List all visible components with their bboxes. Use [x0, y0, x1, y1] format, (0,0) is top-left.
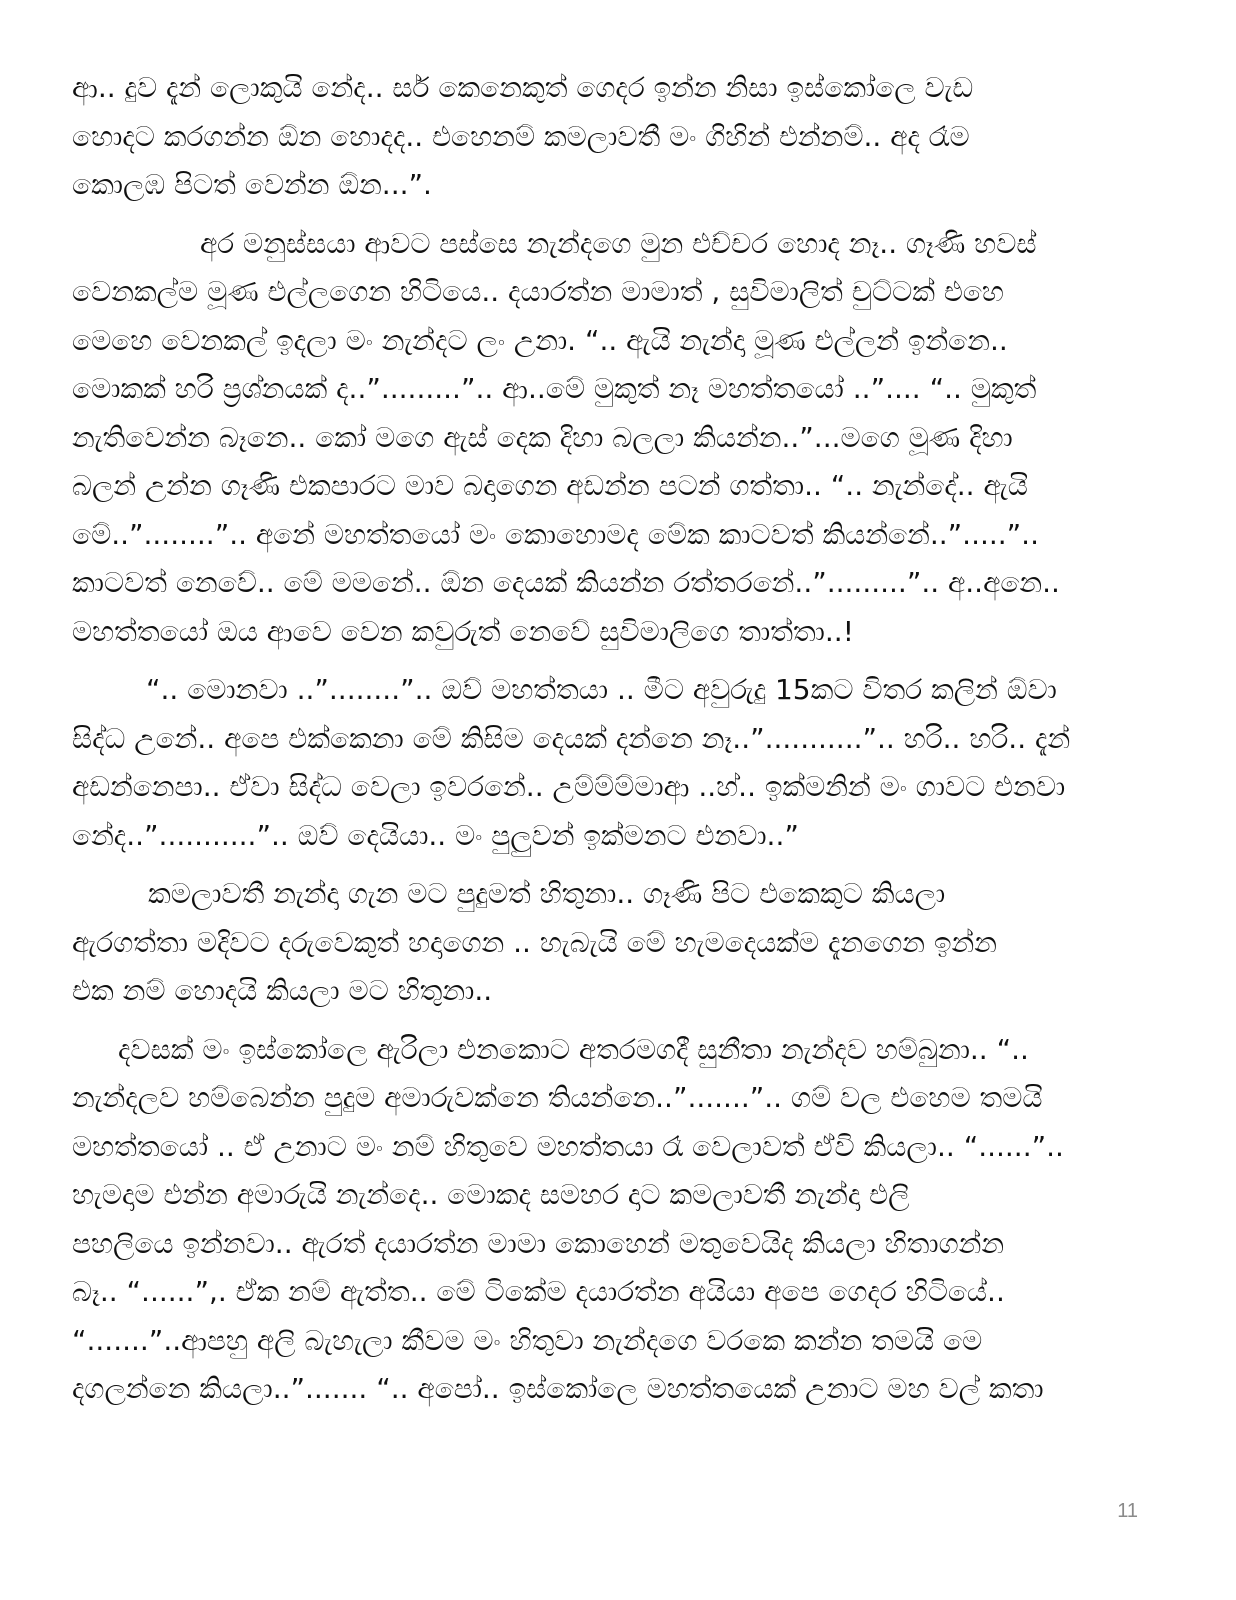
page-number: 11 [1117, 1500, 1138, 1522]
text-line: මොකක් හරි ප්‍රශ්නයක් ද..”.........”.. ආ..මේ මුකුත් නෑ මහත්තයෝ ..”.... “.. මුකුත් [72, 372, 1037, 405]
paragraph-1 [72, 64, 1152, 210]
text-line: කමලාවතී නැන්දා ගැන මට පුදුමත් හිතුනා.. ගෑණි පිට එකෙකුට කියලා [148, 877, 946, 910]
paragraph-5 [72, 1026, 1152, 1414]
text-line: හැමදාම එන්න අමාරුයි නැන්දෙ.. මොකද සමහර දාට කමලාවතී නැන්දා එලි [72, 1178, 910, 1211]
text-line: “.......”..ආපහු අලි බැහැලා කීවම මං හිතුවා නැන්දගෙ වරකෙ කන්න තමයි මෙ [72, 1323, 983, 1357]
text-line: බෑ.. “......”,. ඒක නම් ඇත්ත.. මේ ටිකේම දයාරත්න අයියා අපෙ ගෙදර හිටියේ.. [72, 1275, 1005, 1308]
text-line: ආ.. දුව දැන් ලොකුයි නේද.. සර් කෙනෙකුත් ගෙදර ඉන්න නිසා ඉස්කෝලෙ වැඩ [72, 71, 974, 104]
text-line: බලන් උන්න ගෑණි එකපාරට මාව බදාගෙන අඩන්න පටන් ගත්තා.. “.. නැන්දේ.. ඇයි [72, 469, 1028, 502]
text-line: මේ..”........”.. අනේ මහත්තයෝ මං කොහොමද මේක කාටවත් කියන්නේ..”.....”.. [72, 517, 1039, 551]
text-line: නැන්දලව හම්බෙන්න පුදුම අමාරුවක්නෙ තියන්නෙ..”.......”.. ගම් වල එහෙම තමයි [72, 1081, 1043, 1114]
text-line: මෙහෙ වෙනකල් ඉදලා මං නැන්දට ලං උනා. “.. ඇයි නැන්දා මූණ එල්ලන් ඉන්නෙ.. [72, 323, 1008, 357]
text-line: අර මනුස්සයා ආවට පස්සෙ නැන්දගෙ මුන එච්චර හොද නෑ.. ගෑණි හවස් [200, 226, 1037, 260]
text-line: පහලියෙ ඉන්නවා.. ඇරත් දයාරත්න මාමා කොහෙන් මතුවෙයිද කියලා හිතාගන්න [72, 1226, 1005, 1260]
text-line: නේද..”...........”.. ඔව් දෙයියා.. මං පුලුවන් ඉක්මනට එනවා..” [72, 818, 799, 852]
text-line: දවසක් මං ඉස්කෝලෙ ඇරිලා එනකොට අතරමගදී සුනීතා නැන්දව හම්බුනා.. “.. [118, 1032, 1029, 1066]
text-line: මහත්තයෝ .. ඒ උනාට මං නම් හිතුවෙ මහත්තයා රෑ වෙලාවත් ඒවි කියලා.. “......”.. [72, 1129, 1064, 1163]
text-line: ඇරගත්තා මදිවට දරුවෙකුත් හදාගෙන .. හැබැයි මේ හැමදෙයක්ම දැනගෙන ඉන්න [72, 925, 997, 959]
text-line: වෙනකල්ම මූණ එල්ලගෙන හිටියෙ.. දයාරත්න මාමාත් , සුවිමාලිත් චුට්ටක් එහෙ [72, 275, 1004, 308]
text-line: කොලඹ පිටත් වෙන්න ඕන...”. [72, 168, 432, 201]
paragraph-3 [72, 666, 1152, 860]
document-body [72, 64, 1152, 1424]
paragraph-2 [72, 220, 1152, 657]
text-line: දගලන්නෙ කියලා..”....... “.. අපෝ.. ඉස්කෝලෙ මහත්තයෙක් උනාට මහ වල් කතා [72, 1372, 1044, 1405]
text-line: නැතිවෙන්න බෑනෙ.. කෝ මගෙ ඇස් දෙක දිහා බලලා කියන්න..”...මගෙ මූණ දිහා [72, 420, 1013, 454]
text-line: හොදට කරගන්න ඕන හොදද.. එහෙනම් කමලාවතී මං ගිහින් එන්නම්.. අද රෑම [72, 119, 970, 153]
text-line: සිද්ධ උනේ.. අපෙ එක්කෙනා මේ කිසිම දෙයක් දන්නෙ නෑ..”...........”.. හරි.. හරි.. දැන් [72, 721, 1071, 755]
paragraph-4 [72, 870, 1152, 1016]
text-line: “.. මොනවා ..”........”.. ඔව් මහත්තයා .. මීට අවුරුදු 15කට විතර කලින් ඕවා [146, 673, 1057, 706]
text-line: අඩන්නෙපා.. ඒවා සිද්ධ වෙලා ඉවරනේ.. උම්ම්ම්මාආ ..හ්.. ඉක්මනින් මං ගාවට එනවා [72, 770, 1066, 803]
text-line: කාටවත් නෙවේ.. මේ මමනේ.. ඕන දෙයක් කියන්න රත්තරනේ..”.........”.. අ..අනෙ.. [72, 566, 1060, 599]
text-line: එක නම් හොදයි කියලා මට හිතුනා.. [72, 974, 493, 1007]
text-line: මහත්තයෝ ඔය ආවෙ වෙන කවුරුත් නෙවේ සුවිමාලිගෙ තාත්තා..! [72, 614, 854, 648]
